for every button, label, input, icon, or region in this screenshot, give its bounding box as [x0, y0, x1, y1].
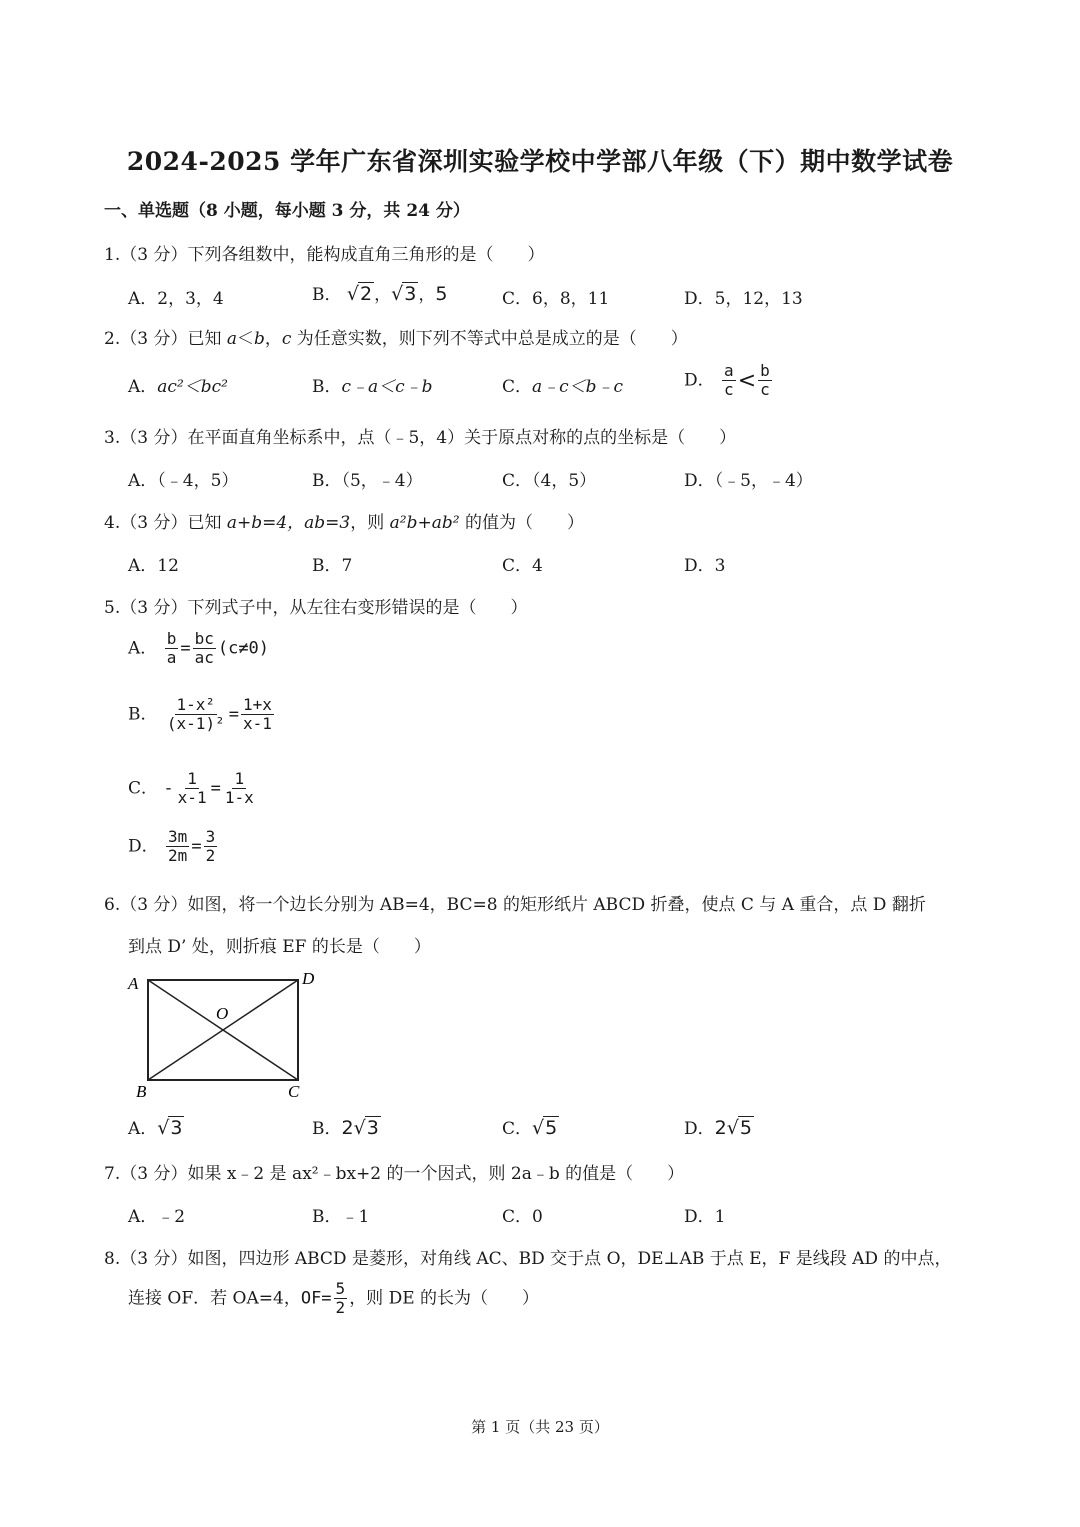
question-4-stem: 4.（3 分）已知 a+b=4，ab=3，则 a²b+ab² 的值为（ ）	[104, 513, 584, 533]
q1-option-a: A．2，3，4	[128, 289, 224, 309]
question-6-stem-line2: 到点 D’ 处，则折痕 EF 的长是（ ）	[128, 937, 431, 957]
q1-option-b: B． √2 ，√3 ，5	[312, 283, 448, 305]
q3-option-a: A．（﹣4，5）	[128, 471, 239, 491]
label-b: B	[136, 1082, 147, 1101]
label-d: D	[302, 969, 315, 988]
section-heading: 一、单选题（8 小题，每小题 3 分，共 24 分）	[104, 201, 470, 221]
q5-option-c: C． - $\frac{1}{x-1}$ = $\frac{1}{1-x}$	[128, 769, 254, 808]
question-7-stem: 7.（3 分）如果 x﹣2 是 ax²﹣bx+2 的一个因式，则 2a﹣b 的值是（ ）	[104, 1164, 685, 1184]
q2-option-b: B．c﹣a＜c﹣b	[312, 377, 433, 397]
q7-option-c: C．0	[502, 1207, 543, 1227]
sqrt-3: √3	[391, 283, 417, 305]
fraction: $\frac{1}{1-x}$	[224, 769, 254, 808]
question-1-stem: 1.（3 分）下列各组数中，能构成直角三角形的是（ ）	[104, 245, 545, 265]
fraction: $\frac{3}{2}$	[205, 827, 216, 866]
question-6-stem-line1: 6.（3 分）如图，将一个边长分别为 AB=4，BC=8 的矩形纸片 ABCD 折叠，使点 C 与 A 重合，点 D 翻折	[104, 895, 926, 915]
q5-option-b: B． $\frac{\text{1-x²}}{\text{(x-1)²}}$ = $\frac{1+x}{x-1}$	[128, 695, 272, 734]
label-o: O	[216, 1004, 229, 1023]
q1-option-c: C．6，8，11	[502, 289, 610, 309]
question-8-stem-line1: 8.（3 分）如图，四边形 ABCD 是菱形，对角线 AC、BD 交于点 O，DE⊥AB 于点 E，F 是线段 AD 的中点，	[104, 1249, 952, 1269]
q1-option-d: D．5，12，13	[684, 289, 803, 309]
q2-option-c: C．a﹣c＜b﹣c	[502, 377, 624, 397]
option-label: B．	[312, 285, 342, 305]
fraction: $\frac{bc}{ac}$	[194, 629, 214, 668]
question-8-stem-line2: 连接 OF．若 OA=4，OF= $\frac{5}{2}$ ，则 DE 的长为（ ）	[128, 1279, 540, 1318]
sqrt-2: √2	[346, 283, 373, 305]
q7-option-d: D．1	[684, 1207, 726, 1227]
page-footer: 第 1 页（共 23 页）	[471, 1418, 609, 1436]
question-2-stem: 2.（3 分）已知 a＜b，c 为任意实数，则下列不等式中总是成立的是（ ）	[104, 329, 688, 349]
fraction: $\frac{a}{c}$	[724, 361, 734, 400]
rectangle-figure	[120, 964, 330, 1104]
q7-option-a: A．﹣2	[128, 1207, 186, 1227]
fraction: $\frac{\text{1-x²}}{\text{(x-1)²}}$	[166, 695, 225, 734]
fraction: $\frac{1}{x-1}$	[177, 769, 207, 808]
question-3-stem: 3.（3 分）在平面直角坐标系中，点（﹣5，4）关于原点对称的点的坐标是（ ）	[104, 428, 737, 448]
q3-option-b: B．（5，﹣4）	[312, 471, 423, 491]
q2-option-d: D． $\frac{a}{c}$ < $\frac{b}{c}$	[684, 361, 770, 400]
label-a: A	[128, 974, 139, 993]
q6-option-d: D．2√5	[684, 1117, 752, 1139]
q5-option-d: D． $\frac{3m}{2m}$ = $\frac{3}{2}$	[128, 827, 216, 866]
page-title: 2024-2025 学年广东省深圳实验学校中学部八年级（下）期中数学试卷	[126, 147, 954, 176]
q4-option-c: C．4	[502, 556, 543, 576]
fraction: $\frac{3m}{2m}$	[168, 827, 188, 866]
q4-option-b: B．7	[312, 556, 353, 576]
q3-option-d: D．（﹣5，﹣4）	[684, 471, 813, 491]
fraction: $\frac{1+x}{x-1}$	[242, 695, 272, 734]
q6-option-b: B．2√3	[312, 1117, 379, 1139]
q5-option-a: A． $\frac{b}{a}$ = $\frac{bc}{ac}$ (c≠0)	[128, 629, 270, 668]
q4-option-a: A．12	[128, 556, 179, 576]
q6-option-c: C．√5	[502, 1117, 558, 1139]
fraction: $\frac{b}{a}$	[166, 629, 177, 668]
q2-option-a: A．ac²＜bc²	[128, 377, 228, 397]
q4-option-d: D．3	[684, 556, 726, 576]
q3-option-c: C．（4，5）	[502, 471, 597, 491]
q7-option-b: B．﹣1	[312, 1207, 370, 1227]
fraction: $\frac{5}{2}$	[335, 1279, 346, 1318]
value-5: 5	[435, 283, 448, 305]
label-c: C	[288, 1082, 300, 1101]
q6-option-a: A．√3	[128, 1117, 183, 1139]
fraction: $\frac{b}{c}$	[760, 361, 770, 400]
question-5-stem: 5.（3 分）下列式子中，从左往右变形错误的是（ ）	[104, 598, 528, 618]
